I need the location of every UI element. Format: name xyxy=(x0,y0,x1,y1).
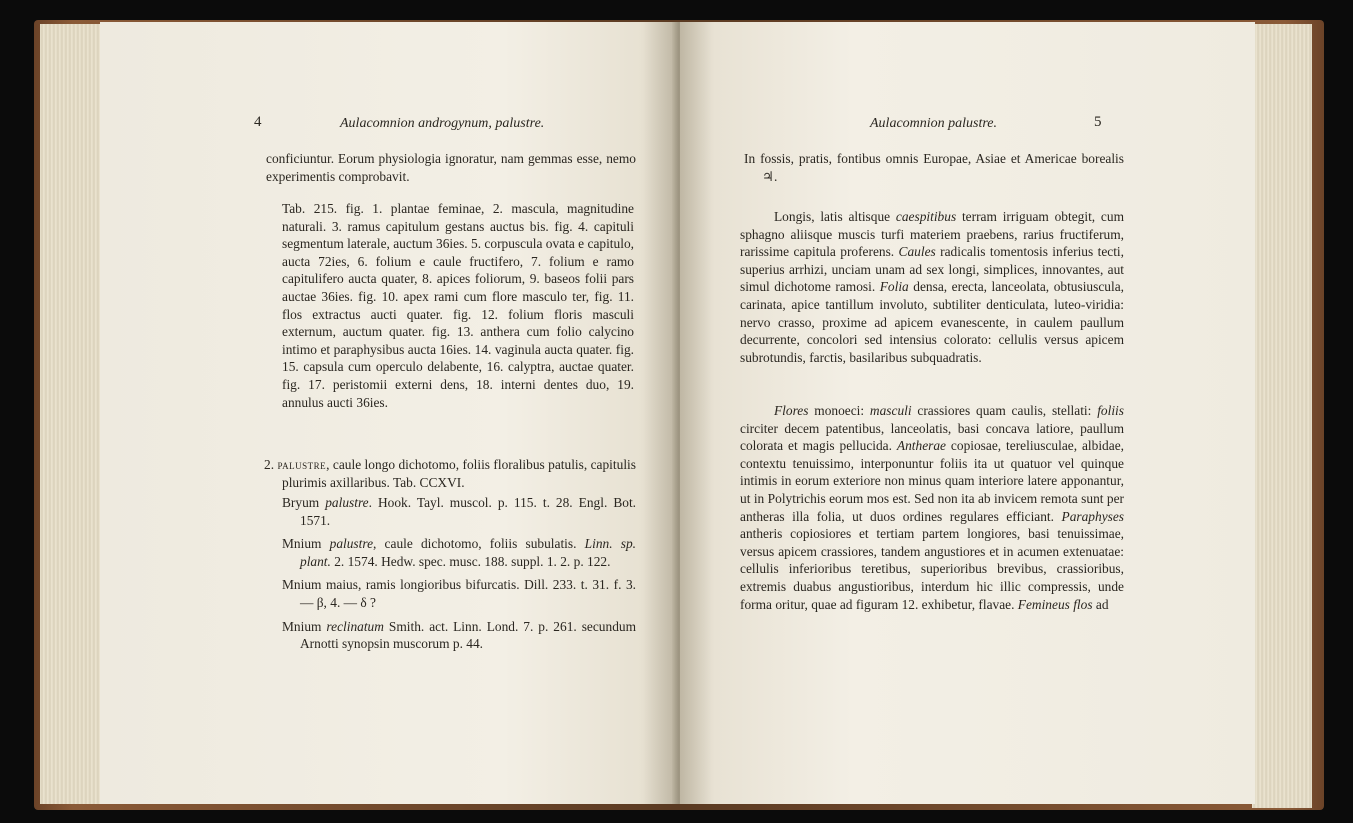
species-number: 2. xyxy=(264,457,275,472)
species-diagnosis-text: , caule longo dichotomo, foliis floralibus patulis, capitulis plurimis axillaribus. Tab. CCXVI. xyxy=(282,457,636,490)
p2-masculi: masculi xyxy=(869,403,912,418)
p1-mid2: radicalis tomentosis inferius tecti, superius arrhizi, unciam unam ad sex longi, simplices, innovantes, aut simul dichotome ramosi. xyxy=(740,244,1124,295)
syn2-pre: Mnium xyxy=(282,536,330,552)
description-paragraph-2 xyxy=(740,402,1124,613)
synonyms xyxy=(282,494,636,653)
p1-mid: terram irriguam obtegit, cum sphagno aliisque muscis turfi materiem praebens, rarius fructiferum, rarissime capitula proferens. xyxy=(740,209,1124,260)
p1-post: densa, erecta, lanceolata, obtusiuscula, carinata, apice tantillum involuto, subtiliter denticulata, luteo-viridia: nervo crasso, proxime ad apicem evanescente, in caulem paullum decurrente, concolori sed intensius colorato: cellulis versus apicem subrotundis, farctis, basilaribus subquadratis. xyxy=(740,279,1124,365)
syn2-mid: , caule dichotomo, foliis subulatis. xyxy=(373,536,585,552)
p2-c: circiter decem patentibus, lanceolatis, basi concava latiore, paullum colorata et magis pellucida. xyxy=(740,420,1124,454)
synonym-4 xyxy=(282,618,636,653)
intro-paragraph: conficiuntur. Eorum physiologia ignoratur, nam gemmas esse, nemo experimentis comprobavit. xyxy=(266,151,636,184)
description-2 xyxy=(740,402,1124,613)
p1-folia: Folia xyxy=(879,279,909,295)
left-page-number: 4 xyxy=(254,114,262,130)
description-paragraph-1 xyxy=(740,208,1124,366)
syn2-name: palustre xyxy=(329,536,374,552)
p1-caules: Caules xyxy=(898,244,936,260)
species-name: palustre xyxy=(277,457,327,472)
left-running-title: Aulacomnion androgynum, palustre. xyxy=(340,116,545,131)
syn1-post: . Hook. Tayl. muscol. p. 115. t. 28. Engl. Bot. 1571. xyxy=(300,495,637,528)
syn4-pre: Mnium xyxy=(282,618,327,634)
p2-flores: Flores xyxy=(774,403,809,418)
p2-f: ad xyxy=(1092,596,1109,612)
species-diagnosis xyxy=(264,456,636,491)
p1-pre: Longis, latis altisque xyxy=(774,209,896,224)
p2-b: crassiores quam caulis, stellati: xyxy=(911,403,1098,418)
page-edges-right xyxy=(1252,24,1312,808)
p2-e: antheris copiosiores et tertiam partem longiores, basi tenuissimae, versus apicem crassiores, tandem angustiores et in acumen extenuatae: cellulis inferioribus teretibus, superioribus brevibus, crassioribus, extremis duabus angustioribus, interdum hic illic compressis, unde forma oritur, quae ad figuram 12. exhibetur, flavae. xyxy=(740,526,1124,612)
habitat xyxy=(744,150,1124,185)
p2-femineus: Femineus flos xyxy=(1017,596,1093,612)
left-intro xyxy=(266,150,636,185)
p2-a: monoeci: xyxy=(808,403,870,418)
synonym-2 xyxy=(282,535,636,570)
description-1 xyxy=(740,208,1124,366)
right-page xyxy=(680,22,1255,804)
p2-antherae: Antherae xyxy=(896,438,946,454)
page-edges-left xyxy=(40,24,100,804)
plate-explanation xyxy=(282,200,634,411)
p1-term: caespitibus xyxy=(895,209,957,224)
p2-d: copiosae, tereliusculae, albidae, contextu tenuissimo, interponuntur foliis ita ut quatuor vel quinque intimis in eorum exteriore non minus quam interiore latere apponantur, ut in Polytrichis eorum mos est. Sed non ita ab invicem remota sunt per antheras illa folia, ut duos ordines regulares efficiant. xyxy=(740,438,1124,524)
synonym-3: Mnium maius, ramis longioribus bifurcatis. Dill. 233. t. 31. f. 3. — β, 4. — δ ? xyxy=(282,577,636,610)
right-page-number: 5 xyxy=(1094,114,1102,130)
p2-foliis: foliis xyxy=(1097,403,1124,418)
syn2-post: 2. 1574. Hedw. spec. musc. 188. suppl. 1. 2. p. 122. xyxy=(330,553,611,569)
plate-paragraph: Tab. 215. fig. 1. plantae feminae, 2. mascula, magnitudine naturali. 3. ramus capitulum gestans auctus bis. fig. 4. capituli segmentum laterale, auctum 36ies. 5. corpuscula ovata e capitulo, aucta 72ies, 6. folium e caule fructifero, 7. folium e ramo capitulifero aucta quater, 8. apices foliorum, 9. baseos folii pars auctae 36ies. fig. 10. apex rami cum flore masculo ter, fig. 11. flos extractus aucti quater. fig. 12. folium floris masculi externum, auctum quater. fig. 13. anthera cum folio calycino intimo et paraphysibus aucta 16ies. 14. vaginula aucta quater. fig. 15. capsula cum operculo delabente, 16. calyptra, auctae quater. fig. 17. peristomii externi dens, 18. interni dentes duo, 19. annulus aucti 36ies. xyxy=(282,201,634,410)
species-entry xyxy=(264,456,636,491)
left-page xyxy=(100,22,678,804)
right-running-title: Aulacomnion palustre. xyxy=(870,116,998,131)
syn4-post: Smith. act. Linn. Lond. 7. p. 261. secundum Arnotti synopsin muscorum p. 44. xyxy=(300,618,637,652)
p2-paraphyses: Paraphyses xyxy=(1061,508,1124,524)
syn4-name: reclinatum xyxy=(326,618,384,634)
habitat-paragraph: In fossis, pratis, fontibus omnis Europae, Asiae et Americae borealis ♃. xyxy=(744,151,1124,184)
synonym-1 xyxy=(282,494,636,529)
syn1-name: palustre xyxy=(325,495,369,510)
syn1-pre: Bryum xyxy=(282,495,326,510)
syn2-ref: Linn. sp. plant. xyxy=(300,536,636,569)
